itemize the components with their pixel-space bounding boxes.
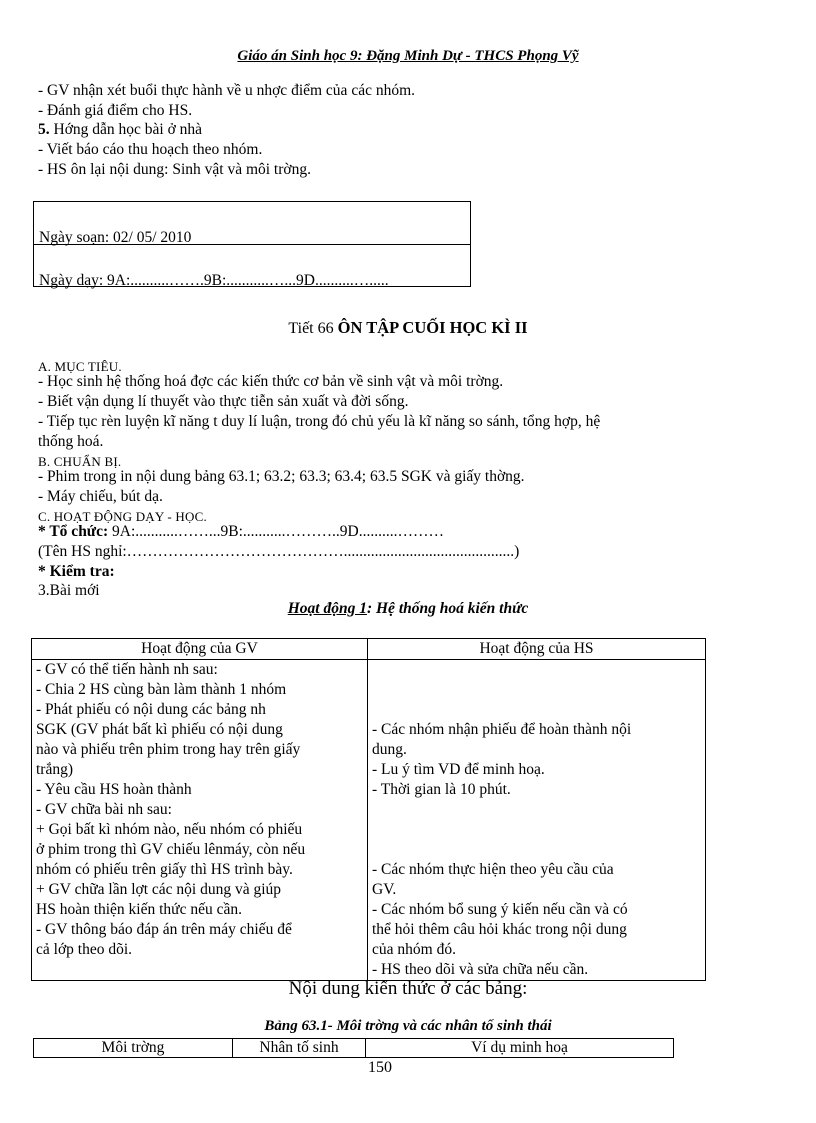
teach-date: Ngày dạy: 9A:..........…….9B:...........…...9D..........…..... [39, 272, 389, 289]
organization-text: 9A:...........……...9B:...........………..9D..........……… [108, 523, 444, 540]
activity-1-title [0, 600, 816, 618]
hs-activities-cell [368, 660, 706, 981]
hs-line: của nhóm đó. [372, 941, 456, 958]
gv-activities-cell [32, 660, 368, 981]
lesson-title [0, 318, 816, 338]
section-a-line: - Biết vận dụng lí thuyết vào thực tiễn sản xuất và đời sống. [38, 393, 409, 410]
activity-1-label: Hoạt động 1 [287, 600, 367, 617]
column-header-example: Ví dụ minh hoạ [366, 1039, 674, 1058]
section-5-number: 5. [38, 121, 50, 138]
table-63-1-caption: Bảng 63.1- Môi trờng và các nhân tố sinh thái [264, 1018, 552, 1034]
gv-line: ở phim trong thì GV chiếu lênmáy, còn nếu [36, 841, 306, 858]
gv-line: nhóm có phiếu trên giấy thì HS trình bày. [36, 861, 293, 878]
hs-line: thể hỏi thêm câu hỏi khác trong nội dung [372, 921, 627, 938]
hs-line: - Thời gian là 10 phút. [372, 781, 511, 798]
section-a-line: - Học sinh hệ thống hoá đợc các kiến thức cơ bản về sinh vật và môi trờng. [38, 373, 504, 390]
gv-line: - GV có thể tiến hành nh sau: [36, 661, 218, 678]
hs-line [372, 680, 701, 700]
new-lesson-heading: 3.Bài mới [38, 582, 100, 599]
section-c-heading: C. HOẠT ĐỘNG DẠY - HỌC. [38, 509, 207, 524]
organization-label: * Tổ chức: [38, 523, 109, 540]
column-header-environment: Môi trờng [34, 1039, 233, 1058]
hs-line [372, 820, 701, 840]
activity-table [31, 638, 706, 981]
homework-line: - Viết báo cáo thu hoạch theo nhóm. [38, 141, 263, 158]
hs-line [372, 840, 701, 860]
intro-line: - Đánh giá điểm cho HS. [38, 102, 193, 119]
check-heading: * Kiểm tra: [38, 563, 115, 580]
absent-students: (Tên HS nghỉ:……………………………………............................................) [38, 543, 520, 560]
hs-line: - Các nhóm nhận phiếu để hoàn thành nội [372, 721, 632, 738]
section-b-heading: B. CHUẨN BỊ. [38, 454, 122, 469]
date-box [33, 201, 471, 287]
gv-line: - GV thông báo đáp án trên máy chiếu để [36, 921, 292, 938]
gv-line: cả lớp theo dõi. [36, 941, 133, 958]
page-number: 150 [368, 1059, 392, 1076]
activity-1-name: : Hệ thống hoá kiến thức [366, 600, 529, 617]
table-63-1 [33, 1038, 674, 1058]
gv-line: - Yêu cầu HS hoàn thành [36, 781, 192, 798]
gv-line: - GV chữa bài nh sau: [36, 801, 172, 818]
intro-line: - GV nhận xét buổi thực hành về u nhợc điểm của các nhóm. [38, 82, 416, 99]
hs-line [372, 700, 701, 720]
section-5-heading [38, 120, 202, 139]
column-header-factor: Nhân tố sinh [233, 1039, 366, 1058]
content-heading: Nội dung kiến thức ở các bảng: [288, 978, 528, 999]
gv-line: + Gọi bất kì nhóm nào, nếu nhóm có phiếu [36, 821, 303, 838]
section-a-heading: A. MỤC TIÊU. [38, 359, 122, 374]
gv-line: - Chia 2 HS cùng bàn làm thành 1 nhóm [36, 681, 287, 698]
section-a-line: - Tiếp tục rèn luyện kĩ năng t duy lí luận, trong đó chủ yếu là kĩ năng so sánh, tổng hợp, hệ [38, 413, 601, 430]
gv-line: - Phát phiếu có nội dung các bảng nh [36, 701, 266, 718]
lesson-name: ÔN TẬP CUỐI HỌC KÌ II [337, 318, 528, 337]
gv-line: SGK (GV phát bất kì phiếu có nội dung [36, 721, 283, 738]
organization-line [38, 522, 444, 541]
gv-line: + GV chữa lần lợt các nội dung và giúp [36, 881, 282, 898]
hs-line: dung. [372, 741, 407, 758]
hs-line: GV. [372, 881, 397, 898]
homework-line: - HS ôn lại nội dung: Sinh vật và môi trờng. [38, 161, 311, 178]
section-b-line: - Máy chiếu, bút dạ. [38, 488, 163, 505]
page-header: Giáo án Sinh học 9: Đặng Minh Dự - THCS Phọng Vỹ [237, 48, 579, 64]
section-a-line: thống hoá. [38, 433, 104, 450]
gv-line: nào và phiếu trên phim trong hay trên giấy [36, 741, 301, 758]
gv-line: HS hoàn thiện kiến thức nếu cần. [36, 901, 242, 918]
prep-date: Ngày soạn: 02/ 05/ 2010 [39, 229, 192, 246]
hs-line: - Các nhóm thực hiện theo yêu cầu của [372, 861, 614, 878]
hs-line [372, 800, 701, 820]
hs-line: - HS theo dõi và sửa chữa nếu cần. [372, 961, 589, 978]
section-b-line: - Phim trong in nội dung bảng 63.1; 63.2; 63.3; 63.4; 63.5 SGK và giấy thờng. [38, 468, 525, 485]
hs-line: - Các nhóm bổ sung ý kiến nếu cần và có [372, 901, 628, 918]
gv-line: trắng) [36, 761, 74, 778]
hs-line: - Lu ý tìm VD để minh hoạ. [372, 761, 545, 778]
lesson-prefix: Tiết 66 [288, 320, 338, 337]
column-header-gv: Hoạt động của GV [32, 639, 368, 660]
hs-line [372, 660, 701, 680]
date-box-divider [34, 244, 470, 245]
section-5-title: Hớng dẫn học bài ở nhà [49, 121, 203, 138]
column-header-hs: Hoạt động của HS [368, 639, 706, 660]
